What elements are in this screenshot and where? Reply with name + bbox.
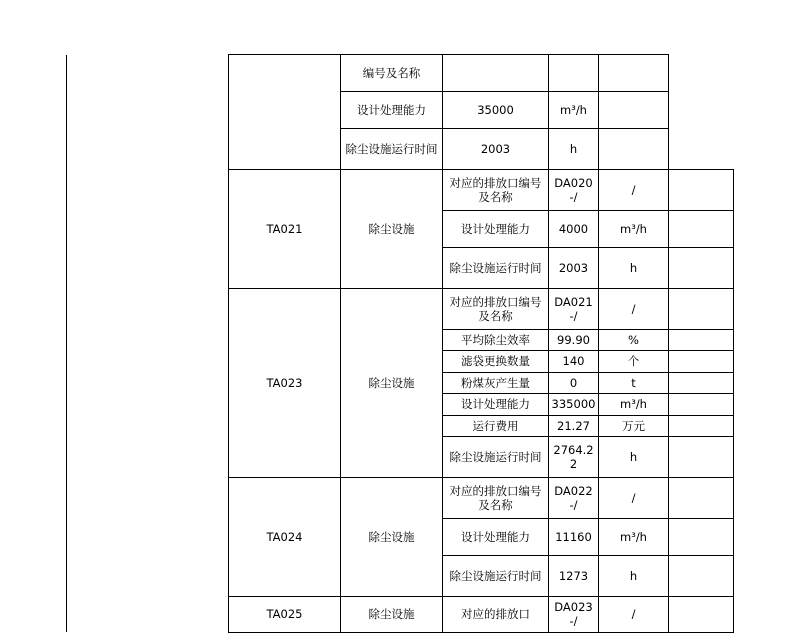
note-cell: [599, 129, 669, 170]
note-cell: [669, 211, 734, 248]
note-cell: [669, 394, 734, 415]
note-cell: [669, 372, 734, 393]
value-cell: 2003: [549, 248, 599, 289]
value-cell: DA021-/: [549, 289, 599, 330]
value-cell: DA022-/: [549, 477, 599, 518]
value-cell: 0: [549, 372, 599, 393]
unit-cell: t: [599, 372, 669, 393]
param-cell: 运行费用: [443, 415, 549, 436]
unit-cell: %: [599, 330, 669, 351]
note-cell: [669, 248, 734, 289]
param-cell: 除尘设施运行时间: [443, 436, 549, 477]
value-cell: [443, 55, 549, 92]
param-cell: 平均除尘效率: [443, 330, 549, 351]
table-row: [67, 55, 734, 92]
unit-cell: [549, 55, 599, 92]
unit-cell: h: [599, 555, 669, 596]
param-cell: 对应的排放口编号及名称: [443, 477, 549, 518]
note-cell: [599, 92, 669, 129]
value-cell: 99.90: [549, 330, 599, 351]
note-cell: [669, 596, 734, 632]
param-cell: 除尘设施运行时间: [443, 555, 549, 596]
value-cell: 21.27: [549, 415, 599, 436]
value-cell: 11160: [549, 518, 599, 555]
facility-id-cell-ta025: TA025: [229, 596, 341, 632]
note-cell: [669, 477, 734, 518]
note-cell: [669, 170, 734, 211]
note-cell: [669, 555, 734, 596]
facility-name-cell-ta021: 除尘设施: [341, 170, 443, 289]
unit-cell: h: [599, 248, 669, 289]
note-cell: [669, 415, 734, 436]
value-cell: 4000: [549, 211, 599, 248]
unit-cell: m³/h: [549, 92, 599, 129]
param-cell: 设计处理能力: [443, 394, 549, 415]
param-cell: 除尘设施运行时间: [443, 248, 549, 289]
note-cell: [669, 351, 734, 372]
value-cell: DA023-/: [549, 596, 599, 632]
unit-cell: /: [599, 170, 669, 211]
unit-cell: /: [599, 596, 669, 632]
facility-id-cell-group1: [67, 55, 229, 633]
note-cell: [599, 55, 669, 92]
note-cell: [669, 289, 734, 330]
unit-cell: m³/h: [599, 211, 669, 248]
unit-cell: /: [599, 289, 669, 330]
param-cell: 滤袋更换数量: [443, 351, 549, 372]
note-cell: [669, 330, 734, 351]
param-cell: 除尘设施运行时间: [341, 129, 443, 170]
facility-name-cell-group1: [229, 55, 341, 170]
value-cell: 2764.22: [549, 436, 599, 477]
param-cell: 对应的排放口编号及名称: [443, 289, 549, 330]
unit-cell: h: [599, 436, 669, 477]
value-cell: 35000: [443, 92, 549, 129]
param-cell: 对应的排放口编号及名称: [443, 170, 549, 211]
facility-id-cell-ta021: TA021: [229, 170, 341, 289]
facility-id-cell-ta024: TA024: [229, 477, 341, 596]
value-cell: 335000: [549, 394, 599, 415]
unit-cell: 个: [599, 351, 669, 372]
value-cell: DA020-/: [549, 170, 599, 211]
value-cell: 140: [549, 351, 599, 372]
facility-name-cell-ta023: 除尘设施: [341, 289, 443, 478]
param-cell: 设计处理能力: [341, 92, 443, 129]
value-cell: 1273: [549, 555, 599, 596]
param-cell: 设计处理能力: [443, 211, 549, 248]
param-cell: 编号及名称: [341, 55, 443, 92]
unit-cell: 万元: [599, 415, 669, 436]
unit-cell: m³/h: [599, 394, 669, 415]
facility-id-cell-ta023: TA023: [229, 289, 341, 478]
unit-cell: h: [549, 129, 599, 170]
value-cell: 2003: [443, 129, 549, 170]
unit-cell: m³/h: [599, 518, 669, 555]
note-cell: [669, 436, 734, 477]
unit-cell: /: [599, 477, 669, 518]
param-cell: 粉煤灰产生量: [443, 372, 549, 393]
param-cell: 设计处理能力: [443, 518, 549, 555]
emission-facility-table: [66, 54, 734, 633]
facility-name-cell-ta024: 除尘设施: [341, 477, 443, 596]
facility-name-cell-ta025: 除尘设施: [341, 596, 443, 632]
param-cell: 对应的排放口: [443, 596, 549, 632]
